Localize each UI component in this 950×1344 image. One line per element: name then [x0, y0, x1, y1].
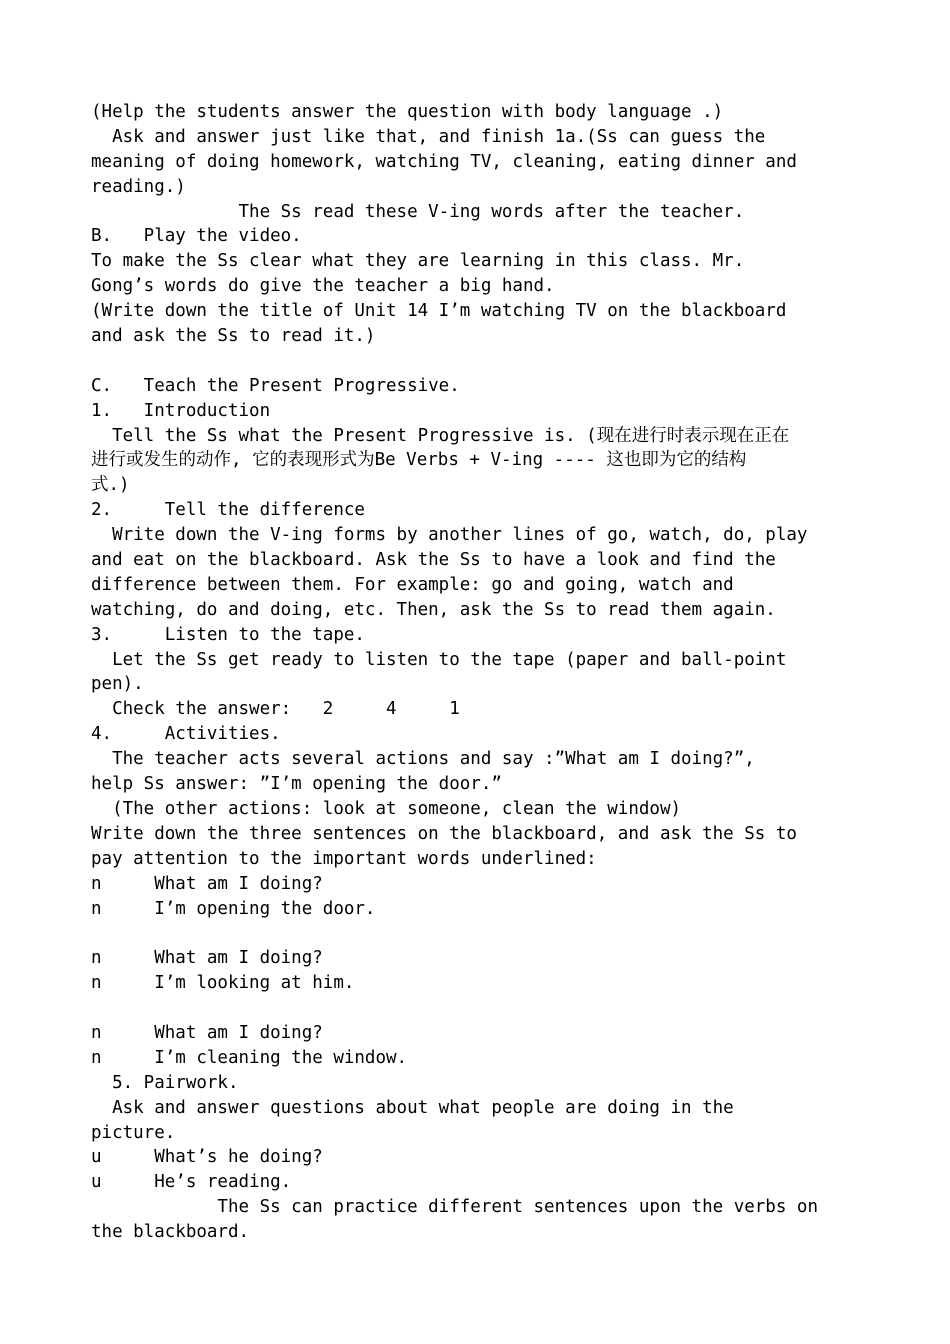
subsection-heading: 2. Tell the difference — [91, 500, 365, 521]
text-line: Check the answer: 2 4 1 — [91, 699, 460, 720]
text-line: pen). — [91, 674, 144, 695]
blank-line — [91, 996, 871, 1021]
document-page — [91, 100, 871, 1245]
list-item: n What am I doing? — [91, 1022, 323, 1043]
text-line: Write down the V-ing forms by another lines of go, watch, do, play — [91, 525, 808, 546]
section-heading-b: B. Play the video. — [91, 226, 302, 247]
subsection-heading: 5. Pairwork. — [91, 1072, 239, 1093]
list-item: n I’m opening the door. — [91, 898, 376, 919]
text-line: watching, do and doing, etc. Then, ask the Ss to read them again. — [91, 599, 776, 620]
text-line: Let the Ss get ready to listen to the tape (paper and ball-point — [91, 649, 787, 670]
list-item: n What am I doing? — [91, 873, 323, 894]
text-line: To make the Ss clear what they are learning in this class. Mr. — [91, 251, 745, 272]
text-line: (Write down the title of Unit 14 I’m watching TV on the blackboard — [91, 301, 787, 322]
list-item: n I’m cleaning the window. — [91, 1047, 408, 1068]
text-line: and ask the Ss to read it.) — [91, 326, 376, 347]
text-line: 式.) — [91, 475, 130, 496]
text-line: The Ss read these V-ing words after the teacher. — [91, 201, 745, 222]
text-line: The Ss can practice different sentences upon the verbs on — [91, 1197, 818, 1218]
list-item: u What’s he doing? — [91, 1147, 323, 1168]
text-line: Gong’s words do give the teacher a big hand. — [91, 276, 555, 297]
subsection-heading: 3. Listen to the tape. — [91, 624, 365, 645]
text-line: pay attention to the important words underlined: — [91, 848, 597, 869]
text-line: picture. — [91, 1122, 176, 1143]
text-line: (The other actions: look at someone, clean the window) — [91, 798, 682, 819]
list-item: u He’s reading. — [91, 1172, 292, 1193]
text-line: help Ss answer: ”I’m opening the door.” — [91, 774, 502, 795]
text-line: the blackboard. — [91, 1222, 250, 1243]
text-line: meaning of doing homework, watching TV, cleaning, eating dinner and — [91, 151, 797, 172]
text-line: The teacher acts several actions and say :”What am I doing?”, — [91, 749, 755, 770]
text-line: and eat on the blackboard. Ask the Ss to have a look and find the — [91, 550, 776, 571]
subsection-heading: 4. Activities. — [91, 724, 281, 745]
list-item: n I’m looking at him. — [91, 973, 355, 994]
text-line: Write down the three sentences on the blackboard, and ask the Ss to — [91, 823, 797, 844]
blank-line — [91, 921, 871, 946]
text-line: reading.) — [91, 176, 186, 197]
blank-line — [91, 349, 871, 374]
text-line: Ask and answer just like that, and finish 1a.(Ss can guess the — [91, 126, 766, 147]
text-line: (Help the students answer the question with body language .) — [91, 102, 724, 122]
list-item: n What am I doing? — [91, 948, 323, 969]
text-line: Ask and answer questions about what people are doing in the — [91, 1097, 734, 1118]
subsection-heading: 1. Introduction — [91, 400, 271, 421]
section-heading-c: C. Teach the Present Progressive. — [91, 375, 460, 396]
text-line: Tell the Ss what the Present Progressive is. (现在进行时表示现在正在 — [91, 425, 790, 446]
text-line: 进行或发生的动作, 它的表现形式为Be Verbs + V-ing ---- 这也即为它的结构 — [91, 450, 747, 471]
text-line: difference between them. For example: go and going, watch and — [91, 574, 734, 595]
